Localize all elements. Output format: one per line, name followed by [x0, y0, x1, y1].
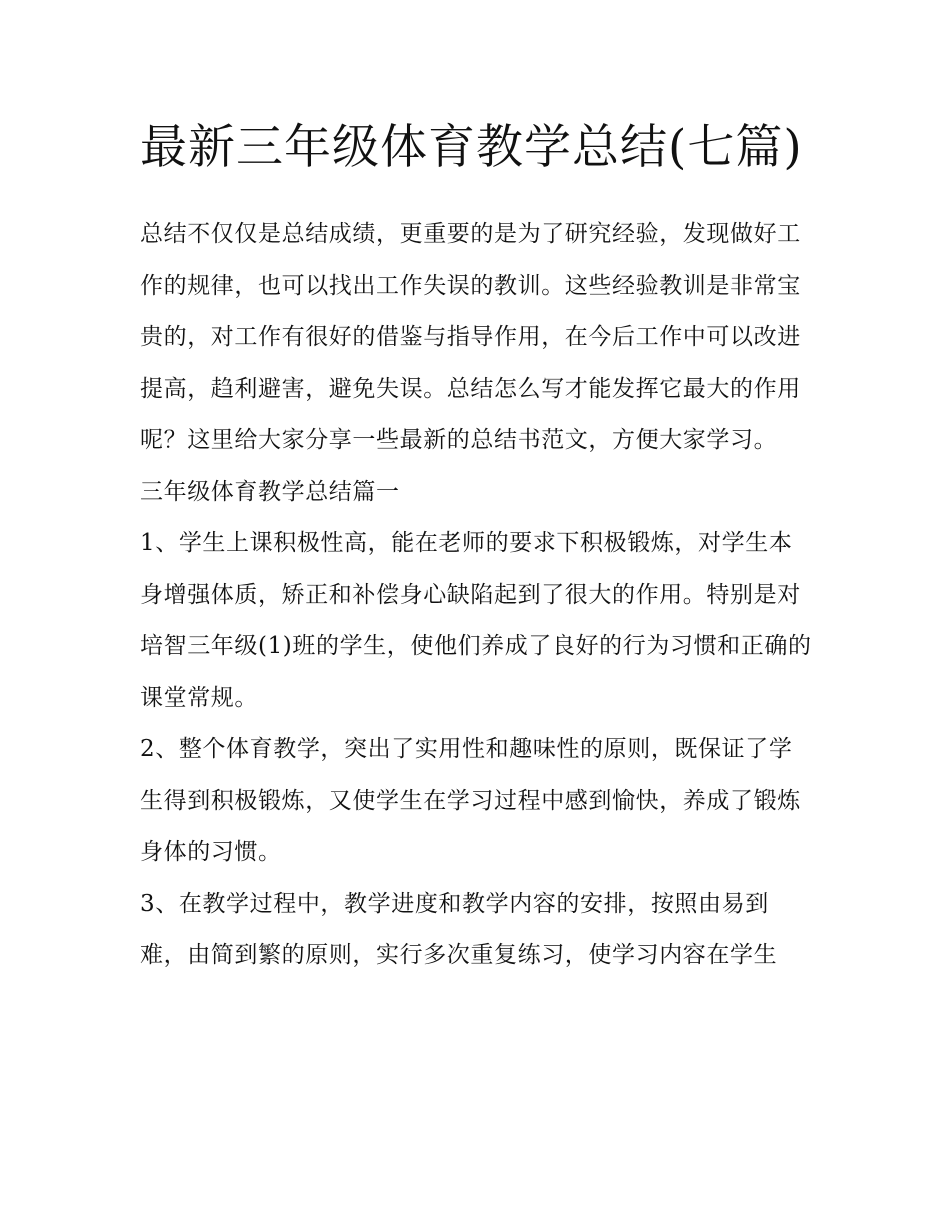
list-item-1: 1、学生上课积极性高，能在老师的要求下积极锻炼，对学生本身增强体质，矫正和补偿身心缺陷起到了很大的作用。特别是对培智三年级(1)班的学生，使他们养成了良好的行为习惯和正确的课堂常规。: [140, 530, 812, 711]
document-body: [140, 209, 816, 982]
intro-paragraph: 总结不仅仅是总结成绩，更重要的是为了研究经验，发现做好工作的规律，也可以找出工作失误的教训。这些经验教训是非常宝贵的，对工作有很好的借鉴与指导作用，在今后工作中可以改进提高，趋利避害，避免失误。总结怎么写才能发挥它最大的作用呢？这里给大家分享一些最新的总结书范文，方便大家学习。: [140, 221, 801, 453]
document-title: 最新三年级体育教学总结(七篇): [140, 120, 803, 175]
section-heading: 三年级体育教学总结篇一: [140, 478, 400, 505]
list-item-3: 3、在教学过程中，教学进度和教学内容的安排，按照由易到难，由简到繁的原则，实行多次重复练习，使学习内容在学生: [140, 890, 778, 968]
list-item-2: 2、整个体育教学，突出了实用性和趣味性的原则，既保证了学生得到积极锻炼，又使学生在学习过程中感到愉快，养成了锻炼身体的习惯。: [140, 736, 801, 865]
document-page: [140, 108, 816, 982]
